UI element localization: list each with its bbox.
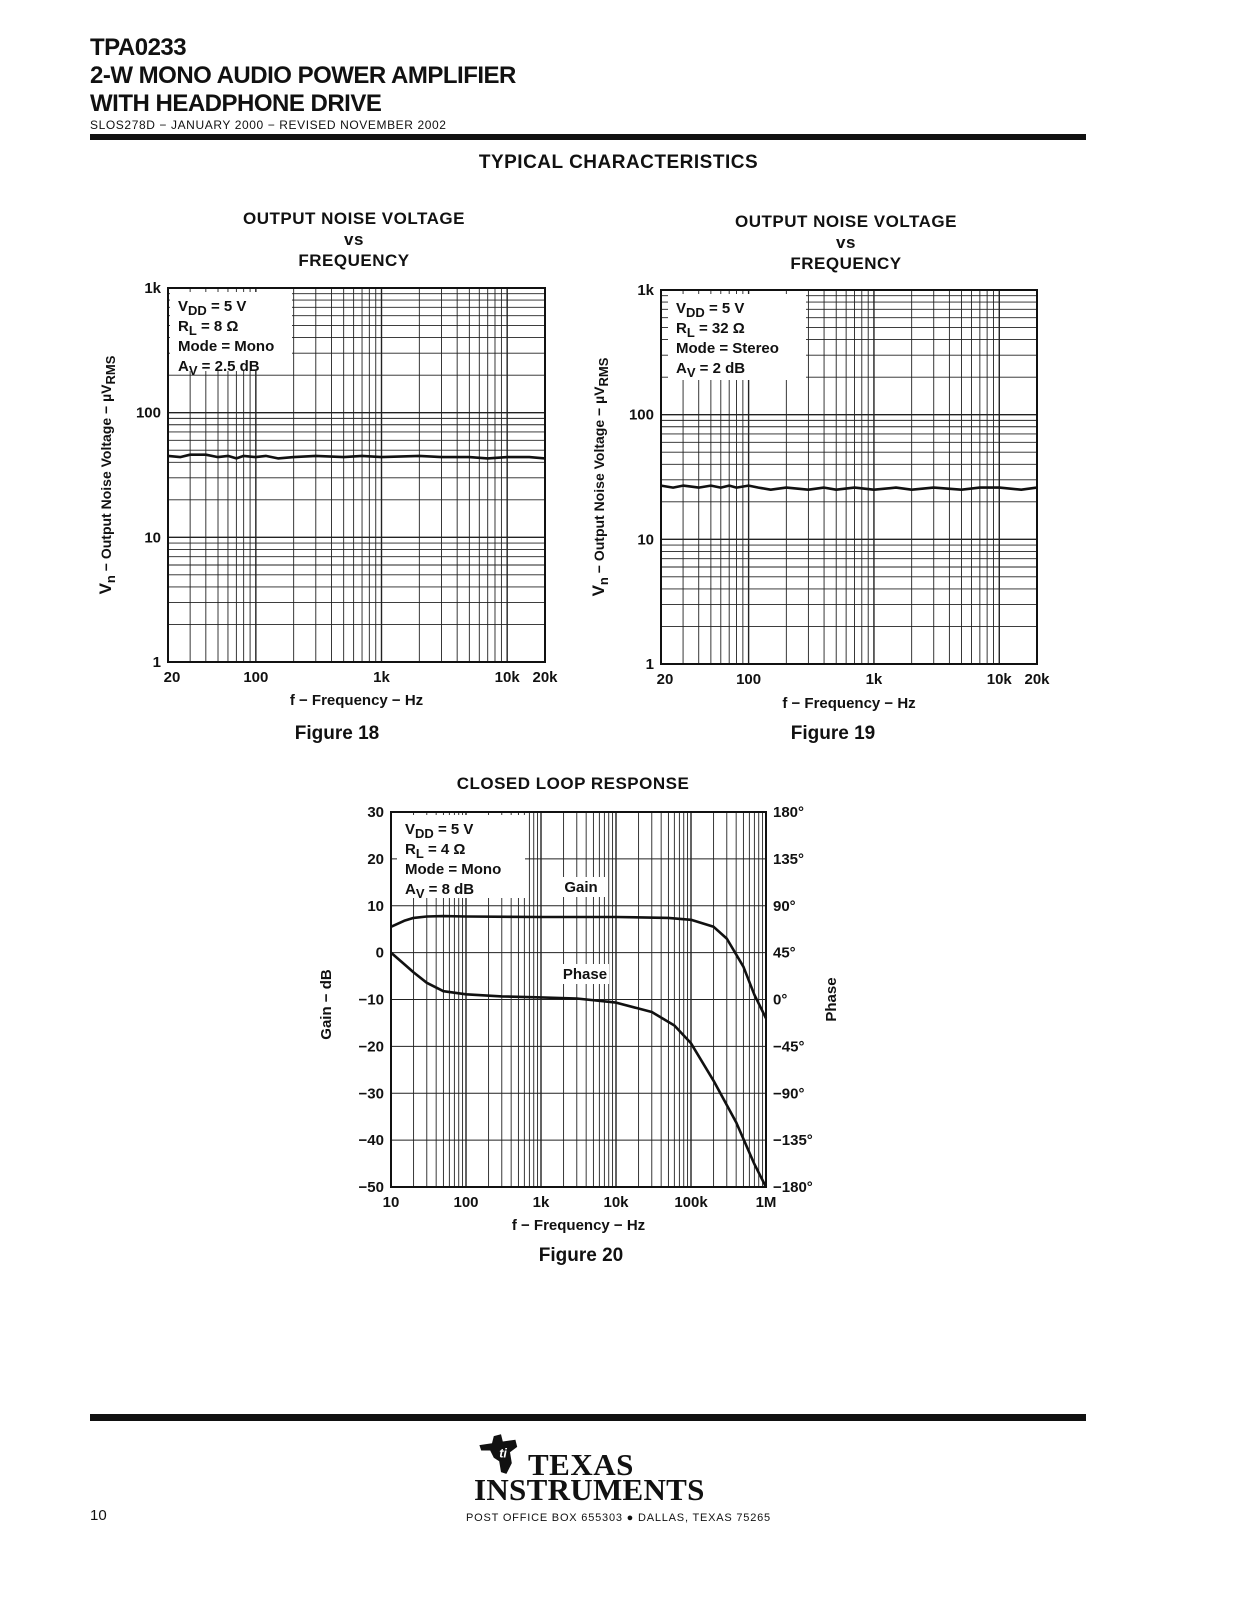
condition-label: RL = 8 Ω xyxy=(178,318,239,338)
document-id: SLOS278D − JANUARY 2000 − REVISED NOVEMBER 2002 xyxy=(90,118,447,132)
x-tick-label: 10k xyxy=(603,1194,629,1211)
svg-text:ti: ti xyxy=(499,1446,507,1461)
y2-tick-label: −90° xyxy=(773,1085,805,1103)
y-axis-label: Vn − Output Noise Voltage − µVRMS xyxy=(96,355,118,595)
y-tick-label: −20 xyxy=(358,1038,384,1056)
condition-label: RL = 4 Ω xyxy=(405,841,466,861)
series-label: Gain xyxy=(564,879,598,896)
x-tick-label: 10k xyxy=(494,669,520,686)
y-tick-label: 100 xyxy=(135,404,161,422)
x-tick-label: 20k xyxy=(532,669,558,686)
y-tick-label: 30 xyxy=(367,804,384,821)
condition-label: AV = 8 dB xyxy=(405,881,475,901)
y2-axis-label: Phase xyxy=(823,977,840,1022)
y-tick-label: −40 xyxy=(358,1132,384,1150)
chart-title-line: FREQUENCY xyxy=(790,254,902,273)
footer-address: POST OFFICE BOX 655303 ● DALLAS, TEXAS 75265 xyxy=(466,1512,771,1524)
chart-title-line: OUTPUT NOISE VOLTAGE xyxy=(243,209,465,228)
chart-title-line: vs xyxy=(344,230,364,249)
ti-wordmark-instruments: INSTRUMENTS xyxy=(474,1472,705,1507)
x-tick-label: 1k xyxy=(865,671,883,688)
y2-tick-label: 90° xyxy=(773,897,796,915)
section-title: TYPICAL CHARACTERISTICS xyxy=(478,152,759,173)
x-axis-label: f − Frequency − Hz xyxy=(782,695,916,712)
condition-label: AV = 2.5 dB xyxy=(178,358,260,378)
y2-tick-label: 135° xyxy=(773,850,805,868)
x-tick-label: 100 xyxy=(736,671,762,688)
x-tick-label: 100 xyxy=(453,1194,479,1211)
x-tick-label: 10k xyxy=(986,671,1012,688)
condition-label: VDD = 5 V xyxy=(405,821,474,841)
x-tick-label: 100 xyxy=(243,669,269,686)
y2-tick-label: 0° xyxy=(773,991,788,1009)
y-tick-label: −10 xyxy=(358,991,384,1009)
x-tick-label: 10 xyxy=(382,1194,400,1211)
condition-label: RL = 32 Ω xyxy=(676,320,745,340)
condition-label: VDD = 5 V xyxy=(676,300,745,320)
x-tick-label: 100k xyxy=(674,1194,708,1211)
y-tick-label: −50 xyxy=(358,1179,384,1196)
figure-20-caption: Figure 20 xyxy=(538,1245,624,1266)
y-tick-label: 1k xyxy=(144,280,161,297)
ti-wordmark-texas: TEXAS xyxy=(528,1447,634,1482)
y-tick-label: 20 xyxy=(367,850,384,868)
x-axis-label: f − Frequency − Hz xyxy=(289,692,424,709)
figure-19-caption: Figure 19 xyxy=(790,723,876,744)
x-tick-label: 1k xyxy=(532,1194,550,1211)
x-tick-label: 1M xyxy=(755,1194,777,1211)
y2-tick-label: −45° xyxy=(773,1038,805,1056)
series-line-phase xyxy=(391,953,766,1187)
y-tick-label: 0 xyxy=(375,944,384,962)
condition-label: Mode = Mono xyxy=(178,338,275,355)
y-tick-label: 10 xyxy=(144,529,161,547)
chart-title-line: FREQUENCY xyxy=(298,251,410,270)
y2-tick-label: 45° xyxy=(773,944,796,962)
y2-tick-label: −180° xyxy=(773,1179,813,1196)
y2-tick-label: 180° xyxy=(773,804,805,821)
document-title-line1: 2-W MONO AUDIO POWER AMPLIFIER xyxy=(90,62,516,89)
x-tick-label: 20 xyxy=(656,671,674,688)
footer-rule xyxy=(90,1414,1086,1421)
y-axis-label: Vn − Output Noise Voltage − µVRMS xyxy=(589,357,611,597)
y-tick-label: −30 xyxy=(358,1085,384,1103)
y-tick-label: 1 xyxy=(645,656,654,673)
condition-label: Mode = Mono xyxy=(405,861,502,878)
x-tick-label: 20k xyxy=(1024,671,1050,688)
series-label: Phase xyxy=(562,966,608,983)
part-number: TPA0233 xyxy=(90,34,187,61)
y-tick-label: 1k xyxy=(637,282,654,299)
y-tick-label: 100 xyxy=(628,406,654,424)
chart-title-line: vs xyxy=(836,233,856,252)
figure-18-caption: Figure 18 xyxy=(294,723,380,744)
y-axis-label: Gain − dB xyxy=(318,969,335,1040)
x-tick-label: 1k xyxy=(373,669,390,686)
x-tick-label: 20 xyxy=(163,669,181,686)
document-title-line2: WITH HEADPHONE DRIVE xyxy=(90,90,382,117)
condition-label: Mode = Stereo xyxy=(676,340,779,357)
x-axis-label: f − Frequency − Hz xyxy=(511,1217,646,1234)
condition-label: VDD = 5 V xyxy=(178,298,247,318)
page-number: 10 xyxy=(90,1507,107,1524)
y2-tick-label: −135° xyxy=(773,1132,813,1150)
y-tick-label: 10 xyxy=(637,531,654,549)
y-tick-label: 10 xyxy=(367,897,384,915)
condition-label: AV = 2 dB xyxy=(676,360,746,380)
chart-title-line: CLOSED LOOP RESPONSE xyxy=(456,774,690,793)
chart-title-line: OUTPUT NOISE VOLTAGE xyxy=(735,212,957,231)
y-tick-label: 1 xyxy=(152,654,161,671)
